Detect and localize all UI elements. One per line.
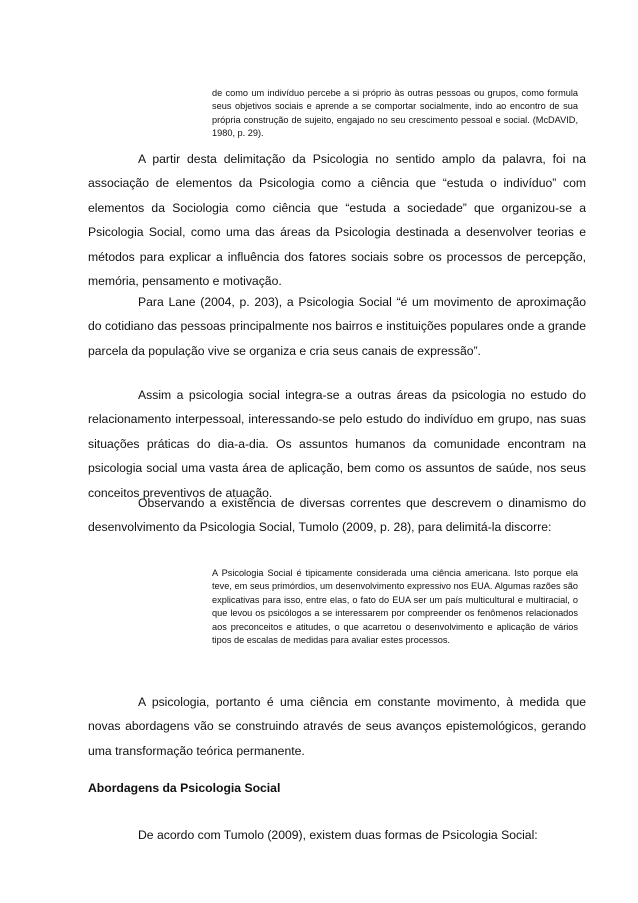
paragraph-two-forms: De acordo com Tumolo (2009), existem duas formas de Psicologia Social:	[138, 828, 538, 842]
block-quote-tumolo: A Psicologia Social é tipicamente considerada uma ciência americana. Isto porque ela teve, em seus primórdios, um desenvolvimento expressivo nos EUA. Algumas razões são explicativas para isso, entre elas, o fato do EUA ser um país multicultural e multiracial, o que levou os psicólogos a se interessarem por compreender os fenômenos relacionados aos preconceitos e atitudes, o que acarretou o desenvolvimento e aplicação de vários tipos de escalas de medidas para avaliar estes processos.	[212, 568, 578, 646]
section-heading: Abordagens da Psicologia Social	[88, 781, 281, 795]
paragraph-integration: Assim a psicologia social integra-se a outras áreas da psicologia no estudo do relacionamento interpessoal, interessando-se pelo estudo do indivíduo em grupo, nas suas situações práticas do dia-a-dia. Os assuntos humanos da comunidade encontram na psicologia social uma vasta área de aplicação, bem como os assuntos de saúde, nos seus conceitos preventivos de atuação.	[88, 388, 586, 500]
paragraph-tumolo-intro: Observando a existência de diversas correntes que descrevem o dinamismo do desenvolvimento da Psicologia Social, Tumolo (2009, p. 28), para delimitá-la discorre:	[88, 496, 586, 535]
paragraph-psicologia-social-origin: A partir desta delimitação da Psicologia no sentido amplo da palavra, foi na associação de elementos da Psicologia como a ciência que “estuda o indivíduo” com elementos da Sociologia como ciência que “estuda a sociedade” que organizou-se a Psicologia Social, como uma das áreas da Psicologia destinada a desenvolver teorias e métodos para explicar a influência dos fatores sociais sobre os processos de percepção, memória, pensamento e motivação.	[88, 152, 586, 289]
paragraph-lane-quote: Para Lane (2004, p. 203), a Psicologia Social “é um movimento de aproximação do cotidiano das pessoas principalmente nos bairros e instituições populares onde a grande parcela da população vive se organiza e cria seus canais de expressão”.	[88, 295, 586, 358]
block-quote-mcdavid: de como um indivíduo percebe a si próprio às outras pessoas ou grupos, como formula seus objetivos sociais e aprende a se comportar socialmente, indo ao encontro de sua própria construção de sujeito, engajado no seu crescimento pessoal e social. (McDAVID, 1980, p. 29).	[212, 88, 578, 139]
paragraph-constant-movement: A psicologia, portanto é uma ciência em constante movimento, à medida que novas abordagens vão se construindo através de seus avanços epistemológicos, gerando uma transformação teórica permanente.	[88, 695, 586, 758]
